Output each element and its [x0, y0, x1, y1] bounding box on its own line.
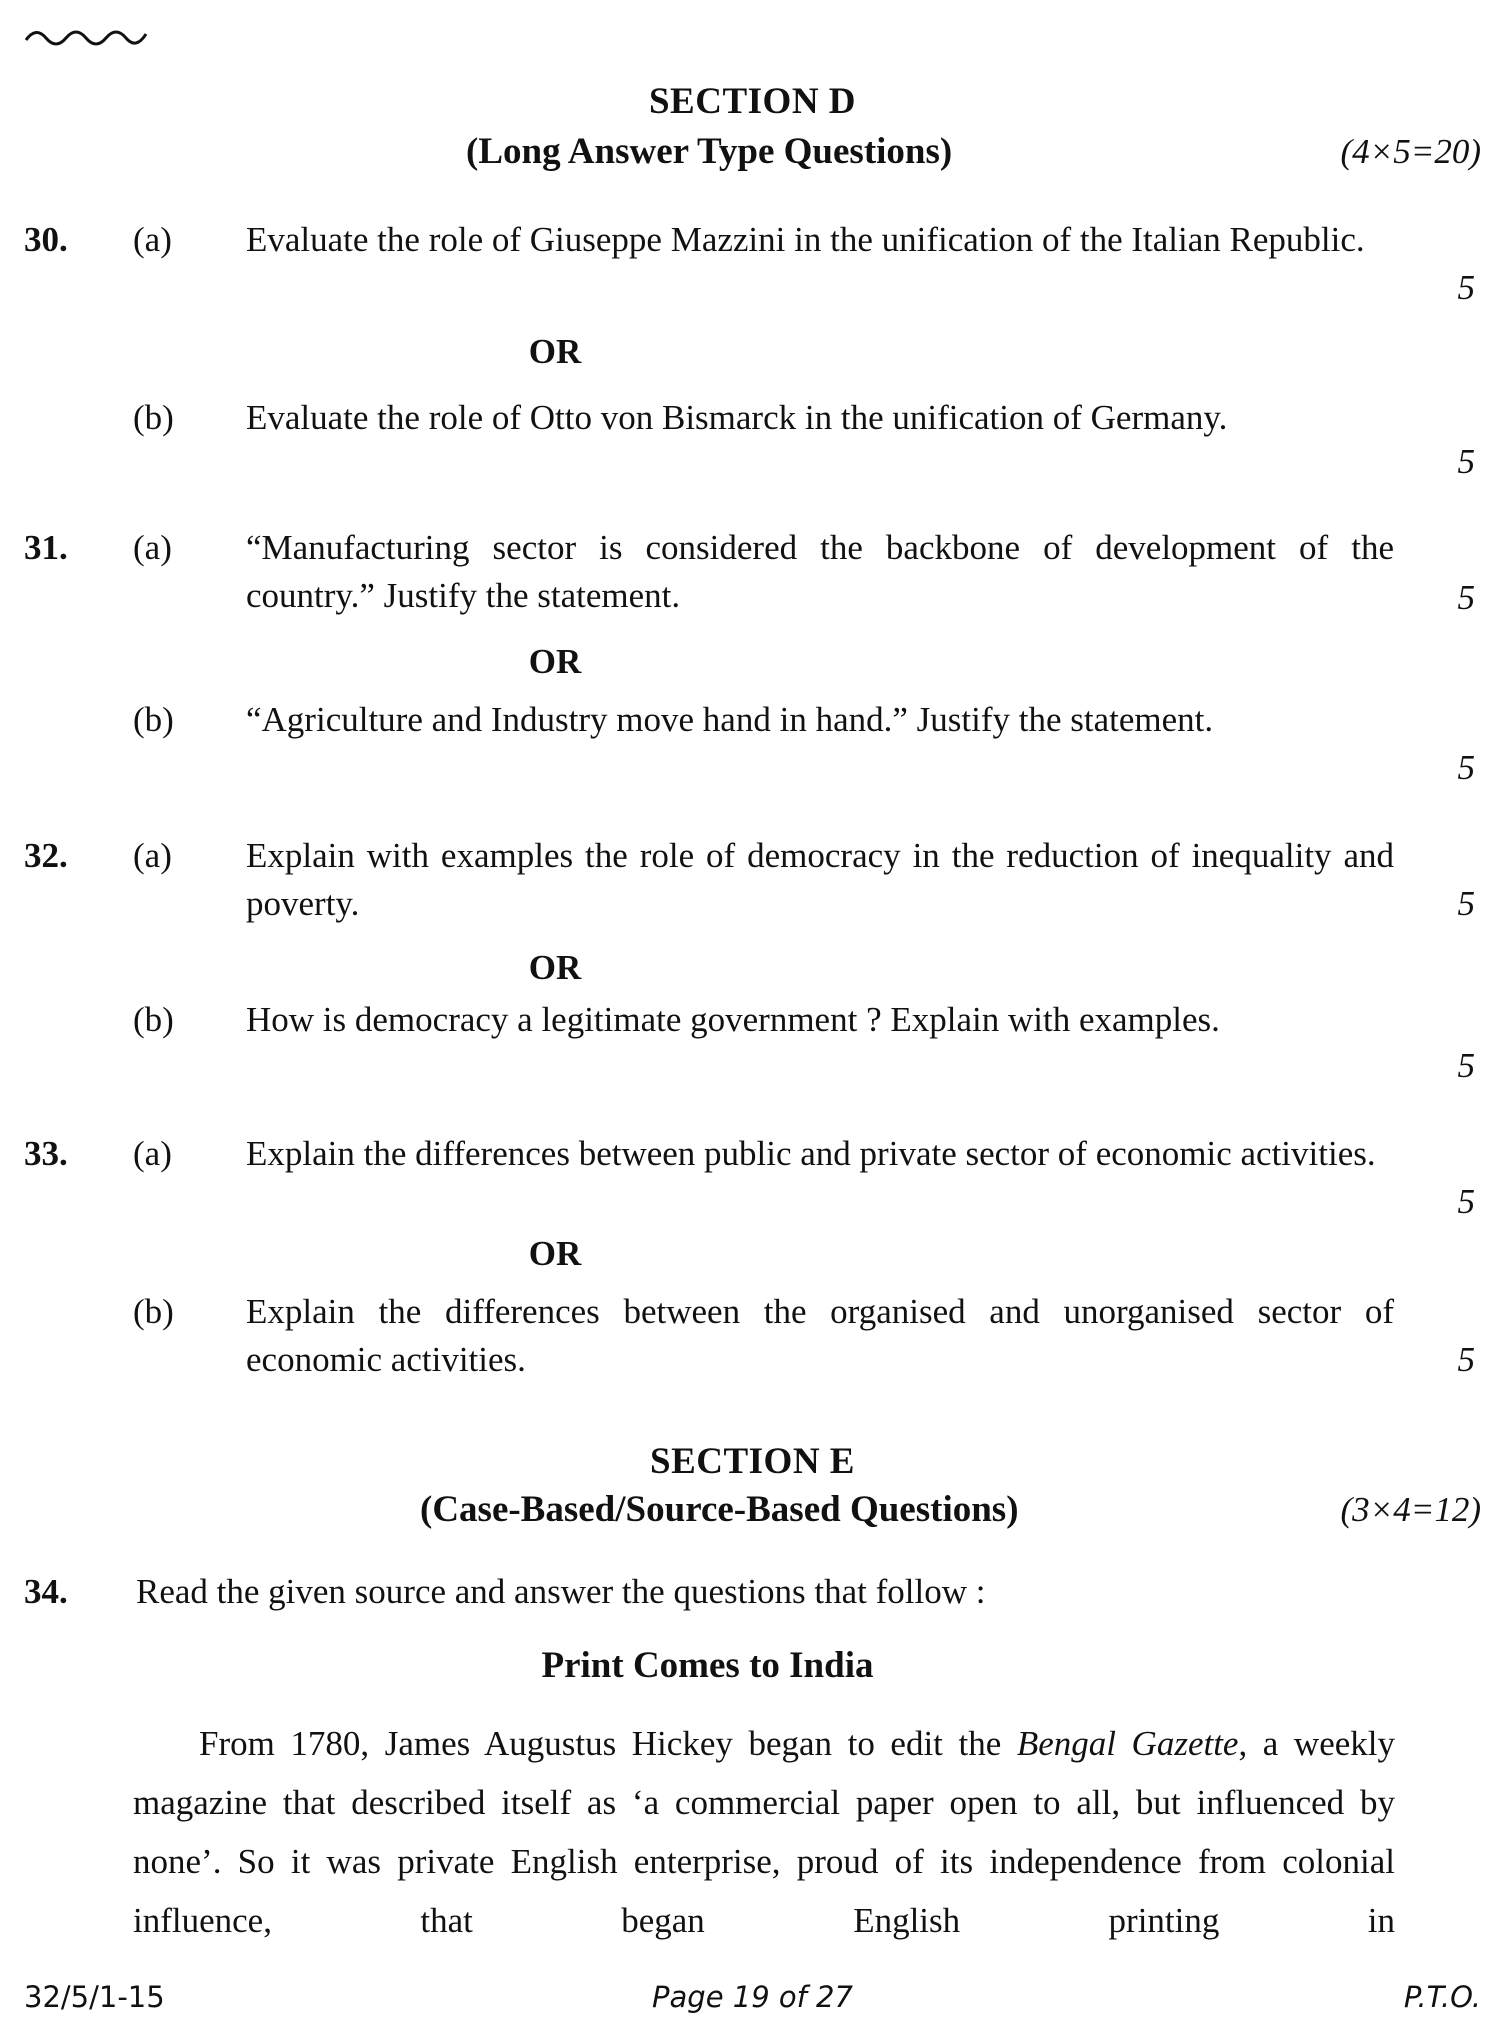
squiggle-mark-icon — [24, 22, 154, 52]
marks: 5 — [1457, 442, 1475, 481]
section-d-marks: (4×5=20) — [1340, 132, 1481, 171]
part-label: (b) — [133, 1292, 174, 1331]
marks: 5 — [1457, 1046, 1475, 1085]
question-text: “Manufacturing sector is considered the backbone of development of the country.” Justify the statement. — [246, 528, 1394, 615]
paper-code: 32/5/1-15 — [24, 1980, 165, 2014]
question-text: “Agriculture and Industry move hand in hand.” Justify the statement. — [246, 700, 1214, 739]
part-label: (a) — [133, 1134, 172, 1173]
question-number: 33. — [24, 1134, 68, 1173]
part-label: (b) — [133, 1000, 174, 1039]
marks: 5 — [1457, 578, 1475, 617]
source-paragraph — [133, 1714, 1395, 1950]
page-number: Page 19 of 27 — [652, 1980, 853, 2014]
question-text: Evaluate the role of Otto von Bismarck in the unification of Germany. — [246, 398, 1228, 437]
question-intro: Read the given source and answer the questions that follow : — [136, 1572, 986, 1611]
source-text: , a weekly magazine that described itself as ‘a commercial paper open to all, but influenced by none’. So it was private English enterprise, proud of its independence from colonial influence, that began English printing in — [133, 1724, 1395, 1940]
question-number: 30. — [24, 220, 68, 259]
question-text: Explain the differences between public and private sector of economic activities. — [246, 1134, 1376, 1173]
section-e-subtitle: (Case-Based/Source-Based Questions) — [420, 1489, 1019, 1530]
or-divider: OR — [528, 1234, 582, 1273]
question-text: Explain the differences between the organised and unorganised sector of economic activities. — [246, 1292, 1394, 1379]
question-number: 31. — [24, 528, 68, 567]
marks: 5 — [1457, 268, 1475, 307]
question-text: Evaluate the role of Giuseppe Mazzini in the unification of the Italian Republic. — [246, 220, 1365, 259]
part-label: (b) — [133, 398, 174, 437]
marks: 5 — [1457, 1340, 1475, 1379]
or-divider: OR — [528, 948, 582, 987]
part-label: (b) — [133, 700, 174, 739]
part-label: (a) — [133, 528, 172, 567]
marks: 5 — [1457, 1182, 1475, 1221]
question-number: 32. — [24, 836, 68, 875]
section-d-title: SECTION D — [648, 81, 857, 122]
source-title: Print Comes to India — [541, 1645, 874, 1686]
question-number: 34. — [24, 1572, 68, 1611]
section-e-marks: (3×4=12) — [1340, 1490, 1481, 1529]
marks: 5 — [1457, 748, 1475, 787]
source-text: From 1780, James Augustus Hickey began to edit the — [199, 1724, 1017, 1763]
part-label: (a) — [133, 220, 172, 259]
section-d-subtitle: (Long Answer Type Questions) — [466, 131, 953, 172]
question-text: Explain with examples the role of democracy in the reduction of inequality and poverty. — [246, 836, 1394, 923]
pto-label: P.T.O. — [1403, 1980, 1481, 2014]
question-text: How is democracy a legitimate government ? Explain with examples. — [246, 1000, 1220, 1039]
source-text-italic: Bengal Gazette — [1016, 1724, 1239, 1763]
or-divider: OR — [528, 642, 582, 681]
marks: 5 — [1457, 884, 1475, 923]
part-label: (a) — [133, 836, 172, 875]
or-divider: OR — [528, 332, 582, 371]
section-e-title: SECTION E — [650, 1441, 855, 1482]
